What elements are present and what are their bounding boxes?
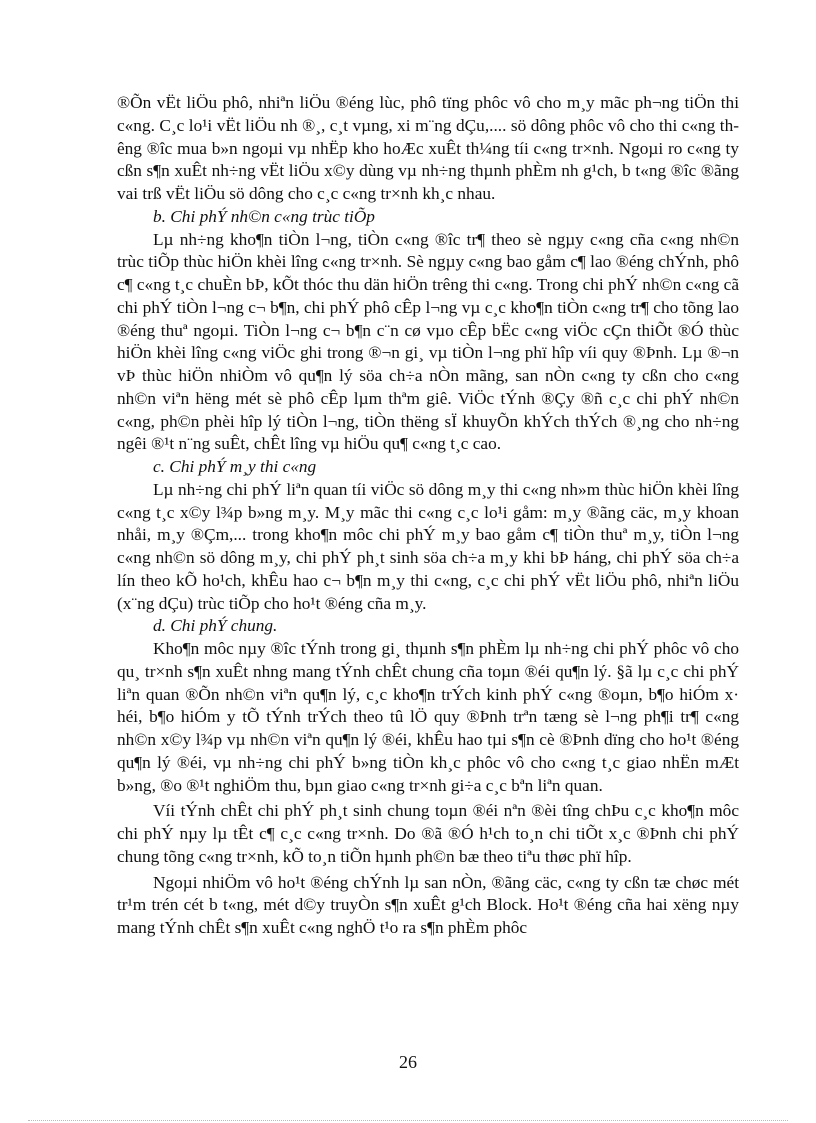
section-heading: c. Chi phÝ m¸y thi c«ng <box>153 457 317 476</box>
body-text <box>117 92 739 940</box>
paragraph: Víi tÝnh chÊt chi phÝ ph¸t sinh chung toµn ®éi nªn ®èi tîng chÞu c¸c kho¶n môc chi phÝ nµy lµ tÊt c¶ c¸c c«ng tr×nh. Do ®ã ®Ó h¹ch to¸n chi tiÕt x¸c ®Þnh chi phÝ chung tõng c«ng tr×nh, kÕ to¸n tiÕn hµnh ph©n bæ theo tiªu thøc phï hîp. <box>117 801 739 866</box>
section-heading: b. Chi phÝ nh©n c«ng trùc tiÕp <box>153 206 375 226</box>
paragraph: Lµ nh÷ng kho¶n tiÒn l¬ng, tiÒn c«ng ®îc tr¶ theo sè ngµy c«ng cña c«ng nh©n trùc tiÕp thùc hiÖn khèi lîng c«ng tr×nh. Sè ngµy c«ng bao gåm c¶ lao ®éng chÝnh, phô c¶ c«ng t¸c chuÈn bÞ, kÕt thóc thu dän hiÖn trêng thi c«ng. Trong chi phÝ nh©n c«ng cã chi phÝ tiÒn l¬ng c¬ b¶n, chi phÝ phô cÊp l¬ng vµ c¸c kho¶n tiÒn c«ng tr¶ cho tõng lao ®éng thuª ngoµi. TiÒn l¬ng c¬ b¶n c¨n cø vµo cÊp bËc c«ng viÖc cÇn thiÕt ®Ó thùc hiÖn khèi lîng c«ng viÖc ghi trong ®¬n gi¸ vµ tiÒn l¬ng phï hîp víi quy ®Þnh. Lµ ®¬n vÞ thùc hiÖn nhiÒm vô qu¶n lý söa ch÷a nÒn mãng, san nÒn c«ng ty cßn cho c«ng nh©n viªn hëng mét sè phô cÊp lµm thªm giê. ViÖc tÝnh ®Çy ®ñ c¸c chi phÝ nh©n c«ng, ph©n phèi hîp lý tiÒn l¬ng, tiÒn thëng sÏ khuyÕn khÝch thÝch ®¸ng cho nh÷ng ngêi ®¹t n¨ng suÊt, chÊt lîng vµ hiÖu qu¶ c«ng t¸c cao. <box>117 229 739 454</box>
page-number: 26 <box>399 1052 417 1072</box>
paragraph: Ngoµi nhiÖm vô ho¹t ®éng chÝnh lµ san nÒn, ®ãng cäc, c«ng ty cßn tæ chøc mét tr¹m trén cét b t«ng, mét d©y truyÒn s¶n xuÊt g¹ch Block. Ho¹t ®éng cña hai xëng nµy mang tÝnh chÊt s¶n xuÊt c«ng nghÖ t¹o ra s¶n phÈm phôc <box>117 872 739 937</box>
section-heading: d. Chi phÝ chung. <box>153 616 278 636</box>
paragraph: ®Õn vËt liÖu phô, nhiªn liÖu ®éng lùc, phô tïng phôc vô cho m¸y mãc ph¬ng tiÖn thi c«ng. C¸c lo¹i vËt liÖu nh ®¸, c¸t vµng, xi m¨ng dÇu,.... sö dông phôc vô cho thi c«ng thêng ®îc mua b»n ngoµi vµ nhËp kho hoÆc xuÊt th¼ng tíi c«ng tr×nh. Ngoµi ro c«ng ty cßn s¶n xuÊt nh÷ng vËt liÖu x©y dùng vµ nh÷ng thµnh phÈm nh g¹ch, b t«ng ®îc ®ãng vai trß vËt liÖu sö dông cho c¸c c«ng tr×nh kh¸c nhau. <box>117 93 739 203</box>
page-bottom-divider <box>28 1120 788 1121</box>
paragraph: Lµ nh÷ng chi phÝ liªn quan tíi viÖc sö dông m¸y thi c«ng nh»m thùc hiÖn khèi lîng c«ng t¸c x©y l¾p b»ng m¸y. M¸y mãc thi c«ng c¸c lo¹i gåm: m¸y ®ãng cäc, m¸y khoan nhåi, m¸y ®Çm,... trong kho¶n môc chi phÝ m¸y bao gåm c¶ tiÒn thuª m¸y, tiÒn l¬ng c«ng nh©n sö dông m¸y, chi phÝ ph¸t sinh söa ch÷a m¸y khi bÞ háng, chi phÝ söa ch÷a lín theo kÕ ho¹ch, khÊu hao c¬ b¶n m¸y thi c«ng, c¸c chi phÝ vËt liÖu phô, nhiªn liÖu (x¨ng dÇu) trùc tiÕp cho ho¹t ®éng cña m¸y. <box>117 479 739 613</box>
paragraph: Kho¶n môc nµy ®îc tÝnh trong gi¸ thµnh s¶n phÈm lµ nh÷ng chi phÝ phôc vô cho qu¸ tr×nh s¶n xuÊt nhng mang tÝnh chÊt chung cña toµn ®éi qu¶n lý. §ã lµ c¸c chi phÝ liªn quan ®Õn nh©n viªn qu¶n lý, c¸c kho¶n trÝch kinh phÝ c«ng ®oµn, b¶o hiÓm x· héi, b¶o hiÓm y tÕ tÝnh trÝch theo tû lÖ quy ®Þnh trªn tæng sè l¬ng ph¶i tr¶ c«ng nh©n x©y l¾p vµ nh©n viªn qu¶n lý ®éi, khÊu hao tµi s¶n cè ®Þnh dïng cho ho¹t ®éng qu¶n lý ®éi, vµ nh÷ng chi phÝ b»ng tiÒn kh¸c phôc vô cho c«ng t¸c giao nhËn mÆt b»ng, ®o ®¹t nghiÖm thu, bµn giao c«ng tr×nh gi÷a c¸c bªn liªn quan. <box>117 639 739 795</box>
